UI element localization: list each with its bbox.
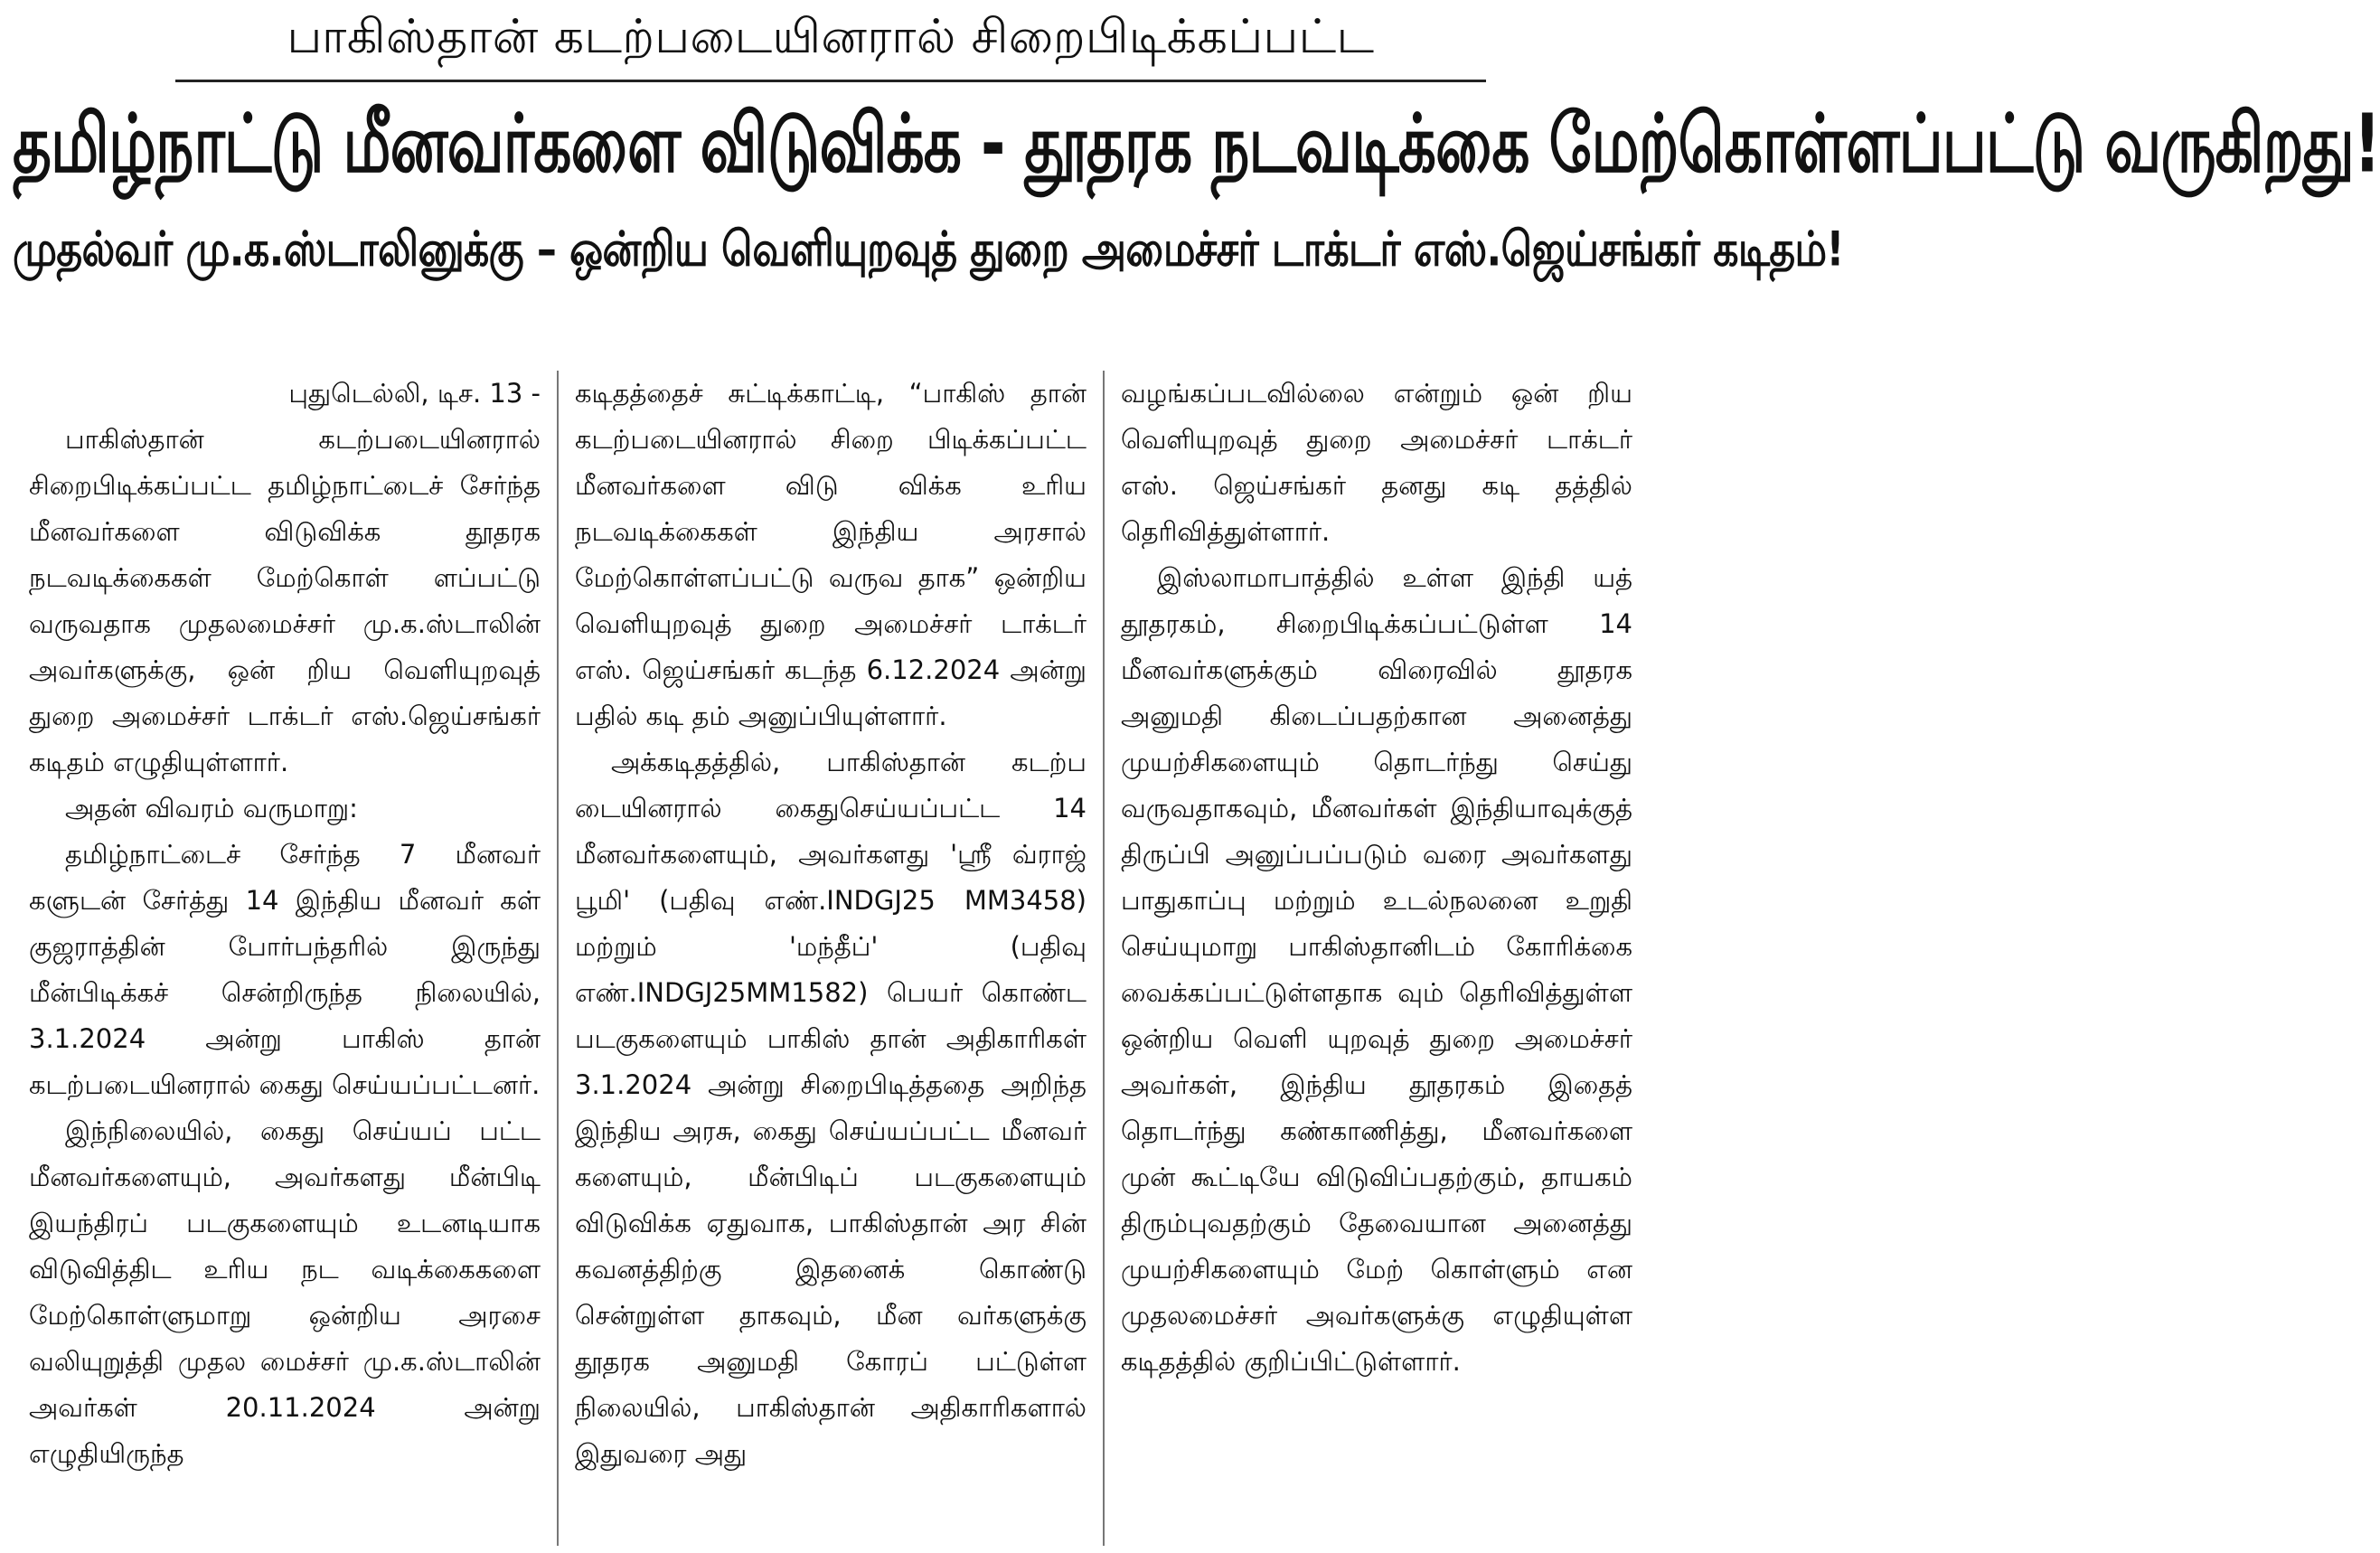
paragraph: அக்கடிதத்தில், பாகிஸ்தான் கடற்ப டையினரால் கைதுசெய்யப்பட்ட 14 மீனவர்களையும், அவர்களது 'ஸ்ரீ வ்ராஜ் பூமி' (பதிவு எண்.INDGJ25 MM3458) மற்றும் 'மந்தீப்' (பதிவு எண்.INDGJ25MM1582) பெயர் கொண்ட படகுகளையும் பாகிஸ் தான் அதிகாரிகள் 3.1.2024 அன்று சிறைபிடித்ததை அறிந்த இந்திய அரசு, கைது செய்யப்பட்ட மீனவர் களையும், மீன்பிடிப் படகுகளையும் விடுவிக்க ஏதுவாக, பாகிஸ்தான் அர சின் கவனத்திற்கு இதனைக் கொண்டு சென்றுள்ள தாகவும், மீன வர்களுக்கு தூதரக அனுமதி கோரப் பட்டுள்ள நிலையில், பாகிஸ்தான் அதிகாரிகளால் இதுவரை அது: [575, 747, 1087, 1469]
column-1: [13, 371, 557, 1546]
paragraph: வழங்கப்படவில்லை என்றும் ஒன் றிய வெளியுறவுத் துறை அமைச்சர் டாக்டர் எஸ். ஜெய்சங்கர் தனது கடி தத்தில் தெரிவித்துள்ளார்.: [1121, 378, 1632, 547]
column-3: [1103, 371, 1649, 1546]
paragraph: அதன் விவரம் வருமாறு:: [65, 793, 358, 824]
paragraph: இந்நிலையில், கைது செய்யப் பட்ட மீனவர்களையும், அவர்களது மீன்பிடி இயந்திரப் படகுகளையும் உடனடியாக விடுவித்திட உரிய நட வடிக்கைகளை மேற்கொள்ளுமாறு ஒன்றிய அரசை வலியுறுத்தி முதல மைச்சர் மு.க.ஸ்டாலின் அவர்கள் 20.11.2024 அன்று எழுதியிருந்த: [29, 1115, 541, 1469]
dateline: புதுடெல்லி, டிச. 13 -: [288, 378, 541, 409]
paragraph: தமிழ்நாட்டைச் சேர்ந்த 7 மீனவர் களுடன் சேர்த்து 14 இந்திய மீனவர் கள் குஜராத்தின் போர்பந்தரில் இருந்து மீன்பிடிக்கச் சென்றிருந்த நிலையில், 3.1.2024 அன்று பாகிஸ் தான் கடற்படையினரால் கைது செய்யப்பட்டனர்.: [29, 839, 541, 1100]
paragraph: கடிதத்தைச் சுட்டிக்காட்டி, “பாகிஸ் தான் கடற்படையினரால் சிறை பிடிக்கப்பட்ட மீனவர்களை விடு விக்க உரிய நடவடிக்கைகள் இந்திய அரசால் மேற்கொள்ளப்பட்டு வருவ தாக” ஒன்றிய வெளியுறவுத் துறை அமைச்சர் டாக்டர் எஸ். ஜெய்சங்கர் கடந்த 6.12.2024 அன்று பதில் கடி தம் அனுப்பியுள்ளார்.: [575, 378, 1087, 731]
headline: தமிழ்நாட்டு மீனவர்களை விடுவிக்க - தூதரக நடவடிக்கை மேற்கொள்ளப்பட்டு வருகிறது!: [13, 96, 2380, 191]
paragraph: இஸ்லாமாபாத்தில் உள்ள இந்தி யத் தூதரகம், சிறைபிடிக்கப்பட்டுள்ள 14 மீனவர்களுக்கும் விரைவில் தூதரக அனுமதி கிடைப்பதற்கான அனைத்து முயற்சிகளையும் தொடர்ந்து செய்து வருவதாகவும், மீனவர்கள் இந்தியாவுக்குத் திருப்பி அனுப்பப்படும் வரை அவர்களது பாதுகாப்பு மற்றும் உடல்நலனை உறுதி செய்யுமாறு பாகிஸ்தானிடம் கோரிக்கை வைக்கப்பட்டுள்ளதாக வும் தெரிவித்துள்ள ஒன்றிய வெளி யுறவுத் துறை அமைச்சர் அவர்கள், இந்திய தூதரகம் இதைத் தொடர்ந்து கண்காணித்து, மீனவர்களை முன் கூட்டியே விடுவிப்பதற்கும், தாயகம் திரும்புவதற்கும் தேவையான அனைத்து முயற்சிகளையும் மேற் கொள்ளும் என முதலமைச்சர் அவர்களுக்கு எழுதியுள்ள கடிதத்தில் குறிப்பிட்டுள்ளார்.: [1121, 562, 1632, 1377]
column-2: [557, 371, 1103, 1546]
article-body: [13, 371, 1649, 1546]
paragraph: பாகிஸ்தான் கடற்படையினரால் சிறைபிடிக்கப்பட்ட தமிழ்நாட்டைச் சேர்ந்த மீனவர்களை விடுவிக்க தூதரக நடவடிக்கைகள் மேற்கொள் ளப்பட்டு வருவதாக முதலமைச்சர் மு.க.ஸ்டாலின் அவர்களுக்கு, ஒன் றிய வெளியுறவுத் துறை அமைச்சர் டாக்டர் எஸ்.ஜெய்சங்கர் கடிதம் எழுதியுள்ளார்.: [29, 424, 541, 777]
kicker-line: பாகிஸ்தான் கடற்படையினரால் சிறைபிடிக்கப்பட்ட: [287, 10, 1375, 64]
subheadline: முதல்வர் மு.க.ஸ்டாலினுக்கு – ஒன்றிய வெளியுறவுத் துறை அமைச்சர் டாக்டர் எஸ்.ஜெய்சங்கர் கடிதம்!: [13, 221, 1844, 278]
